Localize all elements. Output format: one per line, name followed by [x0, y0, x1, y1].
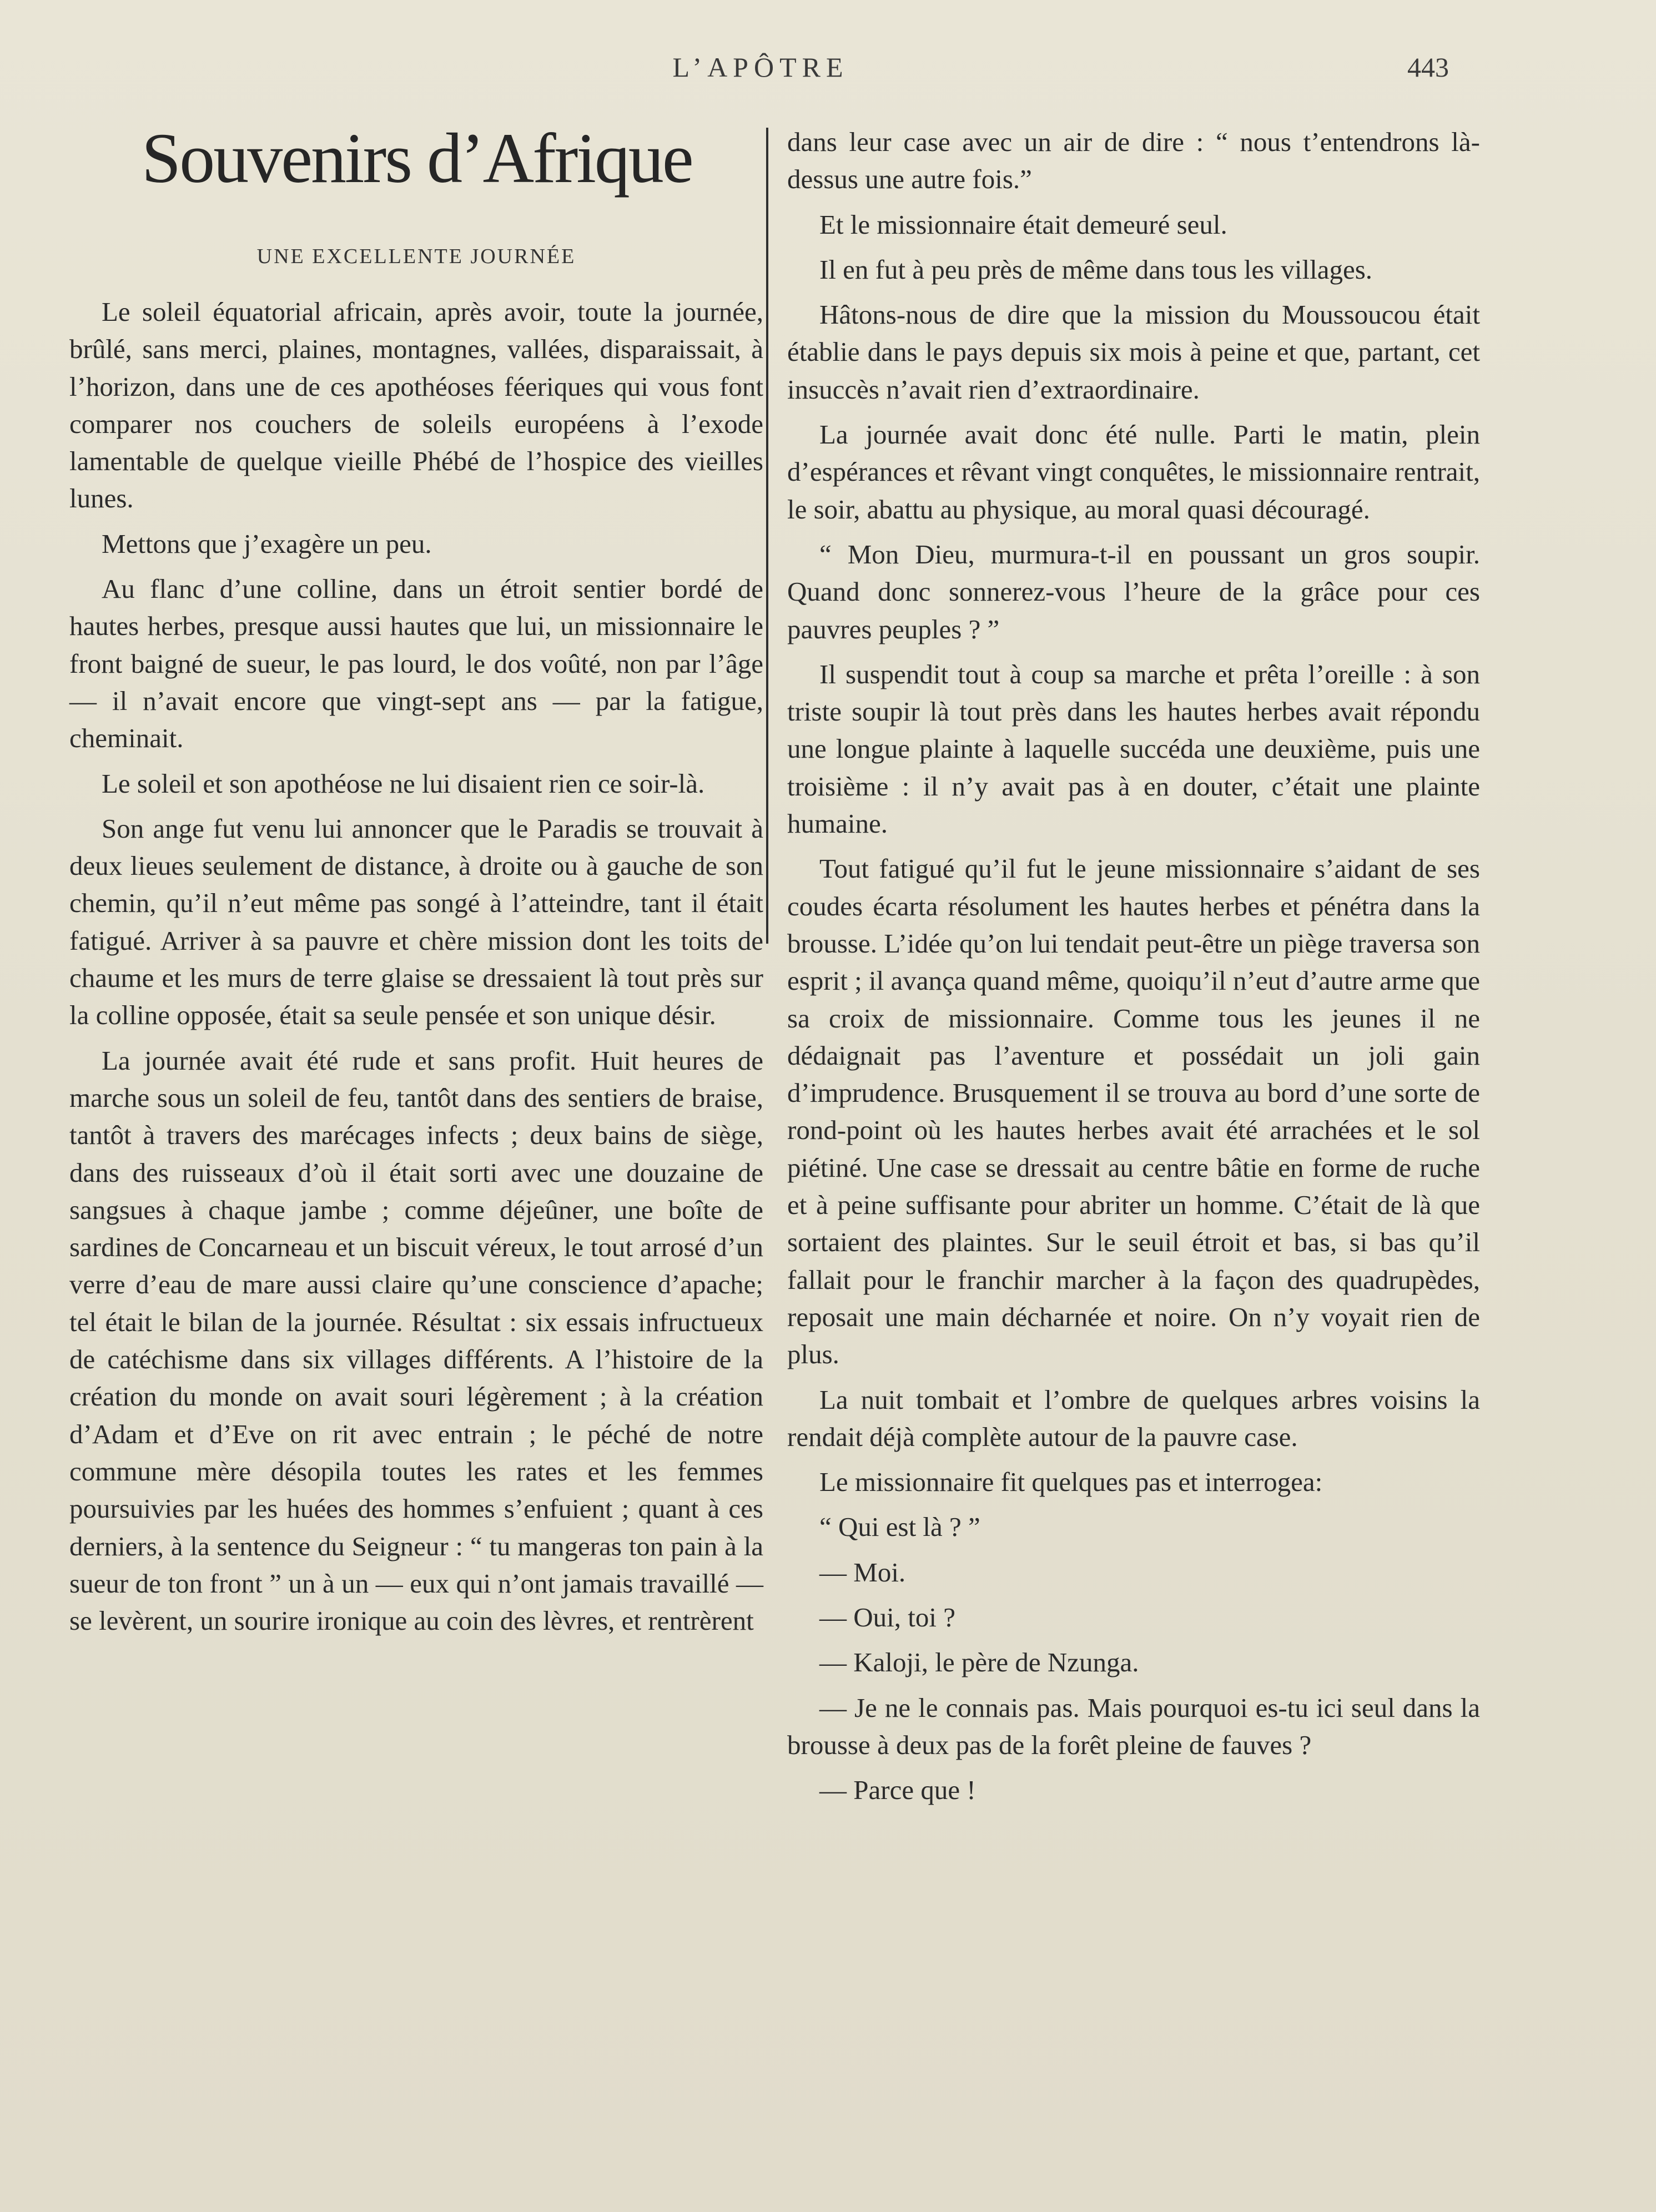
- paragraph: — Kaloji, le père de Nzunga.: [819, 1647, 1139, 1678]
- paragraph: Mettons que j’exagère un peu.: [102, 528, 432, 559]
- paragraph: Au flanc d’une colline, dans un étroit sentier bordé de hautes herbes, presque aussi hautes que lui, un missionnaire le front baigné de sueur, le pas lourd, le dos voûté, non par l’âge — il n’avait encore que vingt-sept ans — par la fatigue, cheminait.: [69, 573, 763, 754]
- paragraph: Hâtons-nous de dire que la mission du Moussoucou était établie dans le pays depuis six mois à peine et que, partant, cet insuccès n’avait rien d’extraordinaire.: [787, 299, 1480, 405]
- section-heading: UNE EXCELLENTE JOURNÉE: [256, 245, 576, 268]
- paragraph: — Je ne le connais pas. Mais pourquoi es-tu ici seul dans la brousse à deux pas de la forêt pleine de fauves ?: [787, 1692, 1480, 1760]
- article-title: Souvenirs d’Afrique: [142, 119, 692, 198]
- page-number: 443: [1407, 52, 1449, 83]
- paragraph: — Oui, toi ?: [819, 1601, 955, 1632]
- paragraph: Son ange fut venu lui annoncer que le Paradis se trouvait à deux lieues seulement de distance, à droite ou à gauche de son chemin, qu’il n’eut même pas songé à l’atteindre, tant il était fatigué. Arriver à sa pauvre et chère mission dont les toits de chaume et les murs de terre glaise se dressaient là tout près sur la colline opposée, était sa seule pensée et son unique désir.: [69, 813, 763, 1031]
- paragraph: Le soleil équatorial africain, après avoir, toute la journée, brûlé, sans merci, plaines, montagnes, vallées, disparaissait, à l’horizon, dans une de ces apothéoses féeriques qui vous font comparer nos couchers de soleils européens à l’exode lamentable de quelque vieille Phébé de l’hospice des vieilles lunes.: [69, 296, 763, 514]
- paragraph: — Parce que !: [819, 1775, 976, 1806]
- paragraph: Le missionnaire fit quelques pas et interrogea:: [819, 1467, 1323, 1498]
- paragraph: — Moi.: [819, 1556, 906, 1588]
- running-header: [0, 51, 1656, 90]
- paragraph: “ Qui est là ? ”: [819, 1511, 980, 1543]
- paragraph: La nuit tombait et l’ombre de quelques arbres voisins la rendait déjà complète autour de la pauvre case.: [787, 1384, 1480, 1452]
- paragraph: Tout fatigué qu’il fut le jeune missionnaire s’aidant de ses coudes écarta résolument les hautes herbes et pénétra dans la brousse. L’idée qu’on lui tendait peut-être un piège traversa son esprit ; il avança quand même, quoiqu’il n’eut d’autre arme que sa croix de missionnaire. Comme tous les jeunes il ne dédaignait pas l’aventure et possédait un joli gain d’imprudence. Brusquement il se trouva au bord d’une sorte de rond-point où les hautes herbes avait été arrachées et le sol piétiné. Une case se dressait au centre bâtie en forme de ruche et à peine suffisante pour abriter un homme. C’était de là que sortaient des plaintes. Sur le seuil étroit et bas, si bas qu’il fallait pour le franchir marcher à la façon des quadrupèdes, reposait une main décharnée et noire. On n’y voyait rien de plus.: [787, 853, 1480, 1370]
- paragraph: La journée avait donc été nulle. Parti le matin, plein d’espérances et rêvant vingt conquêtes, le missionnaire rentrait, le soir, abattu au physique, au moral quasi découragé.: [787, 419, 1480, 525]
- paragraph: Le soleil et son apothéose ne lui disaient rien ce soir-là.: [102, 768, 705, 799]
- paragraph: Il en fut à peu près de même dans tous les villages.: [819, 254, 1373, 285]
- right-column: [787, 123, 1480, 1808]
- paragraph: Et le missionnaire était demeuré seul.: [819, 209, 1227, 240]
- paragraph: La journée avait été rude et sans profit. Huit heures de marche sous un soleil de feu, tantôt dans des sentiers de braise, tantôt à travers des marécages infects ; deux bains de siège, dans des ruisseaux d’où il était sorti avec une douzaine de sangsues à chaque jambe ; comme déjeûner, une boîte de sardines de Concarneau et un biscuit véreux, le tout arrosé d’un verre d’eau de mare aussi claire qu’une conscience d’apache; tel était le bilan de la journée. Résultat : six essais infructueux de catéchisme dans six villages différents. A l’histoire de la création du monde on avait souri légèrement ; à la création d’Adam et d’Eve on rit avec entrain ; le péché de notre commune mère désopila toutes les rates et les femmes poursuivies par les huées des hommes s’enfuient ; quant à ces derniers, à la sentence du Seigneur : “ tu mangeras ton pain à la sueur de ton front ” un à un — eux qui n’ont jamais travaillé — se levèrent, un sourire ironique au coin des lèvres, et rentrèrent: [69, 1045, 763, 1636]
- running-title: L’APÔTRE: [672, 52, 849, 83]
- paragraph: Il suspendit tout à coup sa marche et prêta l’oreille : à son triste soupir là tout près dans les hautes herbes avait répondu une longue plainte à laquelle succéda une deuxième, puis une troisième : il n’y avait pas à en douter, c’était une plainte humaine.: [787, 658, 1480, 839]
- paragraph: “ Mon Dieu, murmura-t-il en poussant un gros soupir. Quand donc sonnerez-vous l’heure de la grâce pour ces pauvres peuples ? ”: [787, 538, 1480, 644]
- left-column: [69, 293, 763, 1639]
- paragraph: dans leur case avec un air de dire : “ nous t’entendrons là-dessus une autre fois.”: [787, 127, 1480, 195]
- column-divider: [766, 128, 768, 944]
